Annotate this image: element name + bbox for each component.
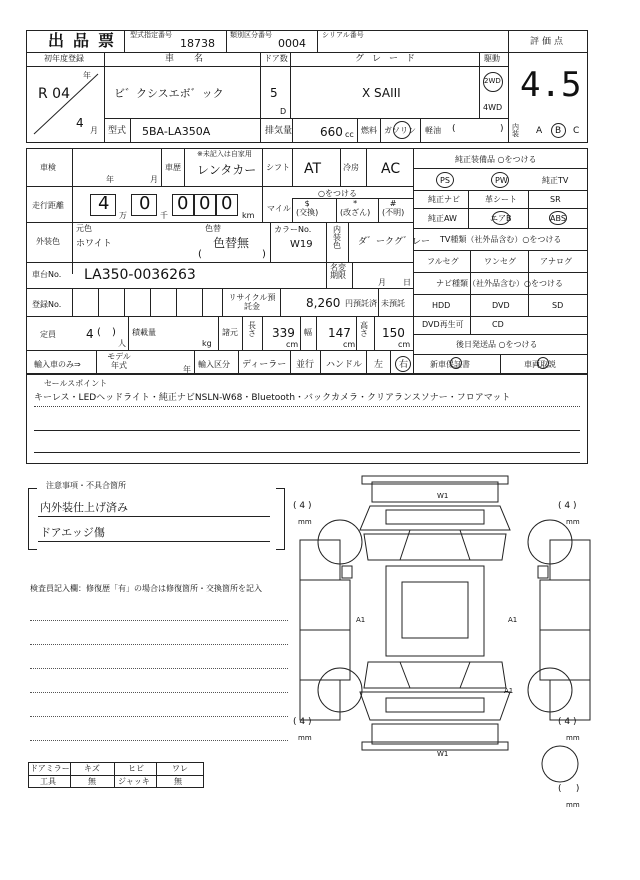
- cert-value: 18738: [180, 37, 215, 50]
- history-label: 車歴: [165, 163, 181, 172]
- equip-tv: 純正TV: [542, 176, 569, 185]
- grade-label: グレード: [355, 54, 424, 64]
- mileage-man: 万: [119, 211, 127, 220]
- interior-label: 内装: [512, 123, 519, 138]
- width-unit: cm: [343, 340, 356, 349]
- recycle-label: リサイクル預託金: [228, 293, 276, 311]
- sales-box: [26, 374, 588, 464]
- orig-color-value: ホワイト: [76, 239, 112, 249]
- equip-airbag: エアB: [490, 214, 512, 223]
- diesel-label: 軽油: [425, 126, 441, 135]
- diesel-paren-close: ): [500, 124, 504, 134]
- drive-2wd: 2WD: [484, 77, 501, 85]
- repaint-paren: (: [198, 249, 202, 260]
- tv-full: フルセグ: [427, 257, 459, 266]
- width-value: 147: [328, 326, 351, 340]
- mileage-sen: 千: [160, 211, 168, 220]
- tire-fr-close: ): [573, 501, 577, 511]
- tire-fl-unit: mm: [298, 518, 312, 526]
- doors-label: ドア数: [264, 54, 288, 63]
- equip-pw-circle: [491, 172, 509, 188]
- equip-ps-circle: [436, 172, 454, 188]
- navi-dvdplay: DVD再生可: [422, 320, 464, 329]
- interior-grade-b: B: [555, 126, 562, 136]
- handle-right-circle: [395, 356, 411, 372]
- equip-pw: PW: [495, 176, 508, 185]
- drive-label: 駆動: [484, 54, 500, 63]
- tire-rl-unit: mm: [298, 734, 312, 742]
- displacement-label: 排気量: [265, 126, 293, 136]
- length-value: 339: [272, 326, 295, 340]
- equip-ps: PS: [440, 176, 450, 185]
- tire-rl: [293, 718, 312, 727]
- rating-value: 4.5: [520, 65, 582, 105]
- equip-aw: 純正AW: [428, 214, 457, 223]
- cert-label: 型式指定番号: [130, 31, 172, 39]
- equip-navi: 純正ナビ: [428, 195, 460, 204]
- color-label: 外装色: [36, 237, 60, 246]
- tire-rr: [558, 718, 577, 727]
- legend-break: ワレ: [172, 764, 188, 773]
- history-note: ※未記入は自家用: [197, 150, 252, 158]
- mark-a1-rear: A1: [504, 687, 514, 695]
- notes-bracket-right: [276, 488, 285, 550]
- tire-fr-unit: mm: [566, 518, 580, 526]
- later-manual-circle: [537, 357, 549, 369]
- orig-color-label: 元色: [76, 224, 92, 233]
- later-warranty: 新車保証書: [430, 360, 470, 369]
- later-header: 後日発送品 ○をつける: [456, 340, 538, 349]
- tv-analog: アナログ: [540, 257, 572, 266]
- interior-grade-a: A: [536, 126, 543, 136]
- mileage-mile: マイル: [267, 204, 291, 213]
- tire-fl-value: 4: [299, 501, 306, 511]
- model-year-unit: 年: [183, 365, 191, 374]
- name-change-d: 日: [403, 278, 411, 287]
- repaint-paren-close: ): [262, 249, 266, 260]
- import-class-label: 輸入区分: [198, 360, 230, 369]
- fuel-circle: [393, 121, 411, 139]
- later-warranty-circle: [450, 357, 462, 369]
- legend-tools: 工具: [40, 777, 56, 786]
- repaint-value: 色替無: [213, 236, 250, 250]
- legend-jack: ジャッキ: [118, 777, 150, 786]
- first-reg-month: 4: [76, 116, 84, 130]
- inspection-month: 月: [150, 175, 158, 184]
- inspection-label: 車検: [40, 163, 56, 172]
- int-color-label: 内装色: [333, 225, 341, 250]
- interior-grade-c: C: [573, 126, 580, 136]
- width-label: 幅: [304, 328, 312, 337]
- first-reg-era: R 04: [38, 86, 70, 102]
- fuel-label: 燃料: [361, 126, 377, 135]
- recycle-suffix: 円預託済: [345, 299, 377, 308]
- legend-scratch: キズ: [84, 764, 100, 773]
- chassis-label: 車台No.: [32, 270, 62, 279]
- doors-value: 5: [270, 86, 278, 100]
- note-line-2: ドアエッジ傷: [40, 526, 105, 539]
- legend-mirror: ドアミラー: [30, 764, 70, 773]
- tire-spare-close: ): [575, 784, 580, 794]
- mileage-digit-text-1: 4: [98, 193, 110, 214]
- tire-rr-open: (: [558, 717, 562, 727]
- month-suffix: 月: [90, 126, 98, 135]
- navi-dvd: DVD: [492, 301, 510, 310]
- model-value: 5BA-LA350A: [142, 125, 211, 138]
- capacity-unit: 人: [118, 339, 126, 348]
- color-no-value: W19: [290, 239, 313, 250]
- fuel-value: ガソリン: [384, 126, 416, 135]
- drive-4wd: 4WD: [483, 103, 503, 112]
- mark-w1-front: W1: [437, 492, 449, 500]
- class-label: 類別区分番号: [230, 31, 272, 39]
- mark-a1-right: A1: [508, 616, 518, 624]
- tire-fl: [293, 502, 312, 511]
- displacement-unit: cc: [345, 130, 354, 139]
- dims-label: 諸元: [222, 328, 238, 337]
- car-diagram: [290, 470, 600, 820]
- reg-no-label: 登録No.: [32, 300, 62, 309]
- recycle-value: 8,260: [306, 296, 341, 310]
- model-label: 型式: [108, 126, 127, 136]
- history-value: レンタカー: [197, 163, 257, 177]
- legend-crack: ヒビ: [128, 764, 144, 773]
- shift-label: シフト: [266, 163, 290, 172]
- chassis-value: LA350-0036263: [84, 267, 196, 283]
- navi-header: ナビ種類（社外品含む）○をつける: [436, 279, 563, 288]
- handle-right: 右: [399, 360, 409, 370]
- color-no-label: カラーNo.: [274, 225, 312, 234]
- length-unit: cm: [286, 340, 299, 349]
- sales-label: セールスポイント: [44, 379, 108, 388]
- tv-header: TV種類（社外品含む）○をつける: [440, 235, 562, 244]
- serial-label: シリアル番号: [322, 31, 364, 39]
- tv-one: ワンセグ: [484, 257, 516, 266]
- navi-hdd: HDD: [432, 301, 451, 310]
- mileage-opt-3: # (不明): [382, 199, 405, 217]
- mileage-opt-1: $ (交換): [296, 199, 319, 217]
- inspection-year: 年: [106, 175, 114, 184]
- tire-spare-unit: mm: [566, 801, 580, 809]
- interior-circle: [551, 123, 566, 138]
- tire-rl-open: (: [293, 717, 297, 727]
- mileage-digit-text-4: 0: [199, 193, 211, 214]
- equip-abs: ABS: [550, 214, 566, 223]
- car-name-label: 車名: [165, 54, 224, 64]
- tire-spare: [558, 785, 579, 794]
- car-name-value: ビ゛クシスエボ゛ック: [114, 87, 224, 100]
- mileage-label: 走行距離: [32, 201, 64, 210]
- name-change-m: 月: [378, 278, 386, 287]
- capacity-paren: (: [97, 327, 101, 338]
- mileage-digit-text-5: 0: [221, 193, 233, 214]
- equip-airbag-circle: [492, 211, 510, 225]
- capacity-paren-close: ): [112, 327, 116, 338]
- class-value: 0004: [278, 37, 306, 50]
- height-unit: cm: [398, 340, 411, 349]
- tire-fl-close: ): [308, 501, 312, 511]
- length-label: 長さ: [248, 321, 256, 338]
- tire-rl-value: 4: [299, 717, 306, 727]
- load-label: 積載量: [132, 328, 156, 337]
- mileage-mark-label: ○をつける: [318, 189, 357, 198]
- tire-rl-close: ): [308, 717, 312, 727]
- first-reg-label: 初年度登録: [44, 54, 84, 63]
- later-manual: 車両取説: [524, 360, 556, 369]
- capacity-label: 定員: [40, 330, 56, 339]
- int-color-value: ダ゛ークグ゛レー: [358, 237, 431, 247]
- equip-abs-circle: [549, 211, 567, 225]
- repaint-label: 色替: [205, 224, 221, 233]
- tire-fl-open: (: [293, 501, 297, 511]
- parallel-label: 並行: [296, 360, 315, 370]
- sales-text: キーレス・LEDヘッドライト・純正ナビNSLN-W68・Bluetooth・バックカメラ・クリアランスソナー・フロアマット: [34, 393, 511, 403]
- notes-label: 注意事項・不具合箇所: [46, 481, 126, 490]
- tire-rr-value: 4: [564, 717, 571, 727]
- rating-label: 評価点: [530, 37, 567, 47]
- inspector-label: 検査員記入欄：修復歴「有」の場合は修復箇所・交換箇所を記入: [30, 584, 262, 593]
- ac-label: 冷房: [343, 163, 359, 172]
- handle-left: 左: [374, 360, 384, 370]
- tire-rr-unit: mm: [566, 734, 580, 742]
- mileage-opt-2: * (改ざん): [340, 199, 371, 217]
- legend-tools-val: 無: [88, 777, 96, 786]
- form-title: 出品票: [48, 31, 124, 50]
- navi-cd: CD: [492, 320, 504, 329]
- tire-fr: [558, 502, 577, 511]
- navi-sd: SD: [552, 301, 564, 310]
- year-suffix: 年: [83, 71, 91, 80]
- mileage-unit: km: [242, 211, 255, 220]
- shift-value: AT: [304, 161, 322, 177]
- import-label: 輸入車のみ⇒: [34, 360, 81, 369]
- equip-header: 純正装備品 ○をつける: [455, 155, 537, 164]
- ac-value: AC: [381, 161, 401, 177]
- mileage-digit-text-3: 0: [177, 193, 189, 214]
- note-line-1: 内外装仕上げ済み: [40, 501, 128, 514]
- mileage-digit-text-2: 0: [139, 193, 151, 214]
- mark-a1-left: A1: [356, 616, 366, 624]
- load-unit: kg: [202, 339, 212, 348]
- legend-jack-val: 無: [174, 777, 182, 786]
- tire-fr-open: (: [558, 501, 562, 511]
- diesel-paren: (: [452, 124, 456, 134]
- height-label: 高さ: [360, 321, 368, 338]
- mark-w1-rear: W1: [437, 750, 449, 758]
- doors-type: D: [280, 107, 287, 116]
- tire-spare-open: (: [558, 784, 562, 794]
- name-change-label: 名変期限: [330, 263, 346, 280]
- height-value: 150: [382, 326, 405, 340]
- displacement-value: 660: [320, 125, 343, 139]
- tire-fr-value: 4: [564, 501, 571, 511]
- recycle-alt: 未預託: [381, 299, 405, 308]
- equip-leather: 革シート: [485, 195, 517, 204]
- notes-bracket: [28, 488, 37, 550]
- tire-rr-close: ): [573, 717, 577, 727]
- handle-label: ハンドル: [326, 360, 363, 370]
- model-year-label: モデル年式: [107, 352, 131, 370]
- grade-value: X SAIII: [362, 86, 401, 100]
- capacity-value: 4: [86, 327, 94, 341]
- equip-sr: SR: [550, 195, 561, 204]
- import-class-value: ディーラー: [242, 360, 287, 370]
